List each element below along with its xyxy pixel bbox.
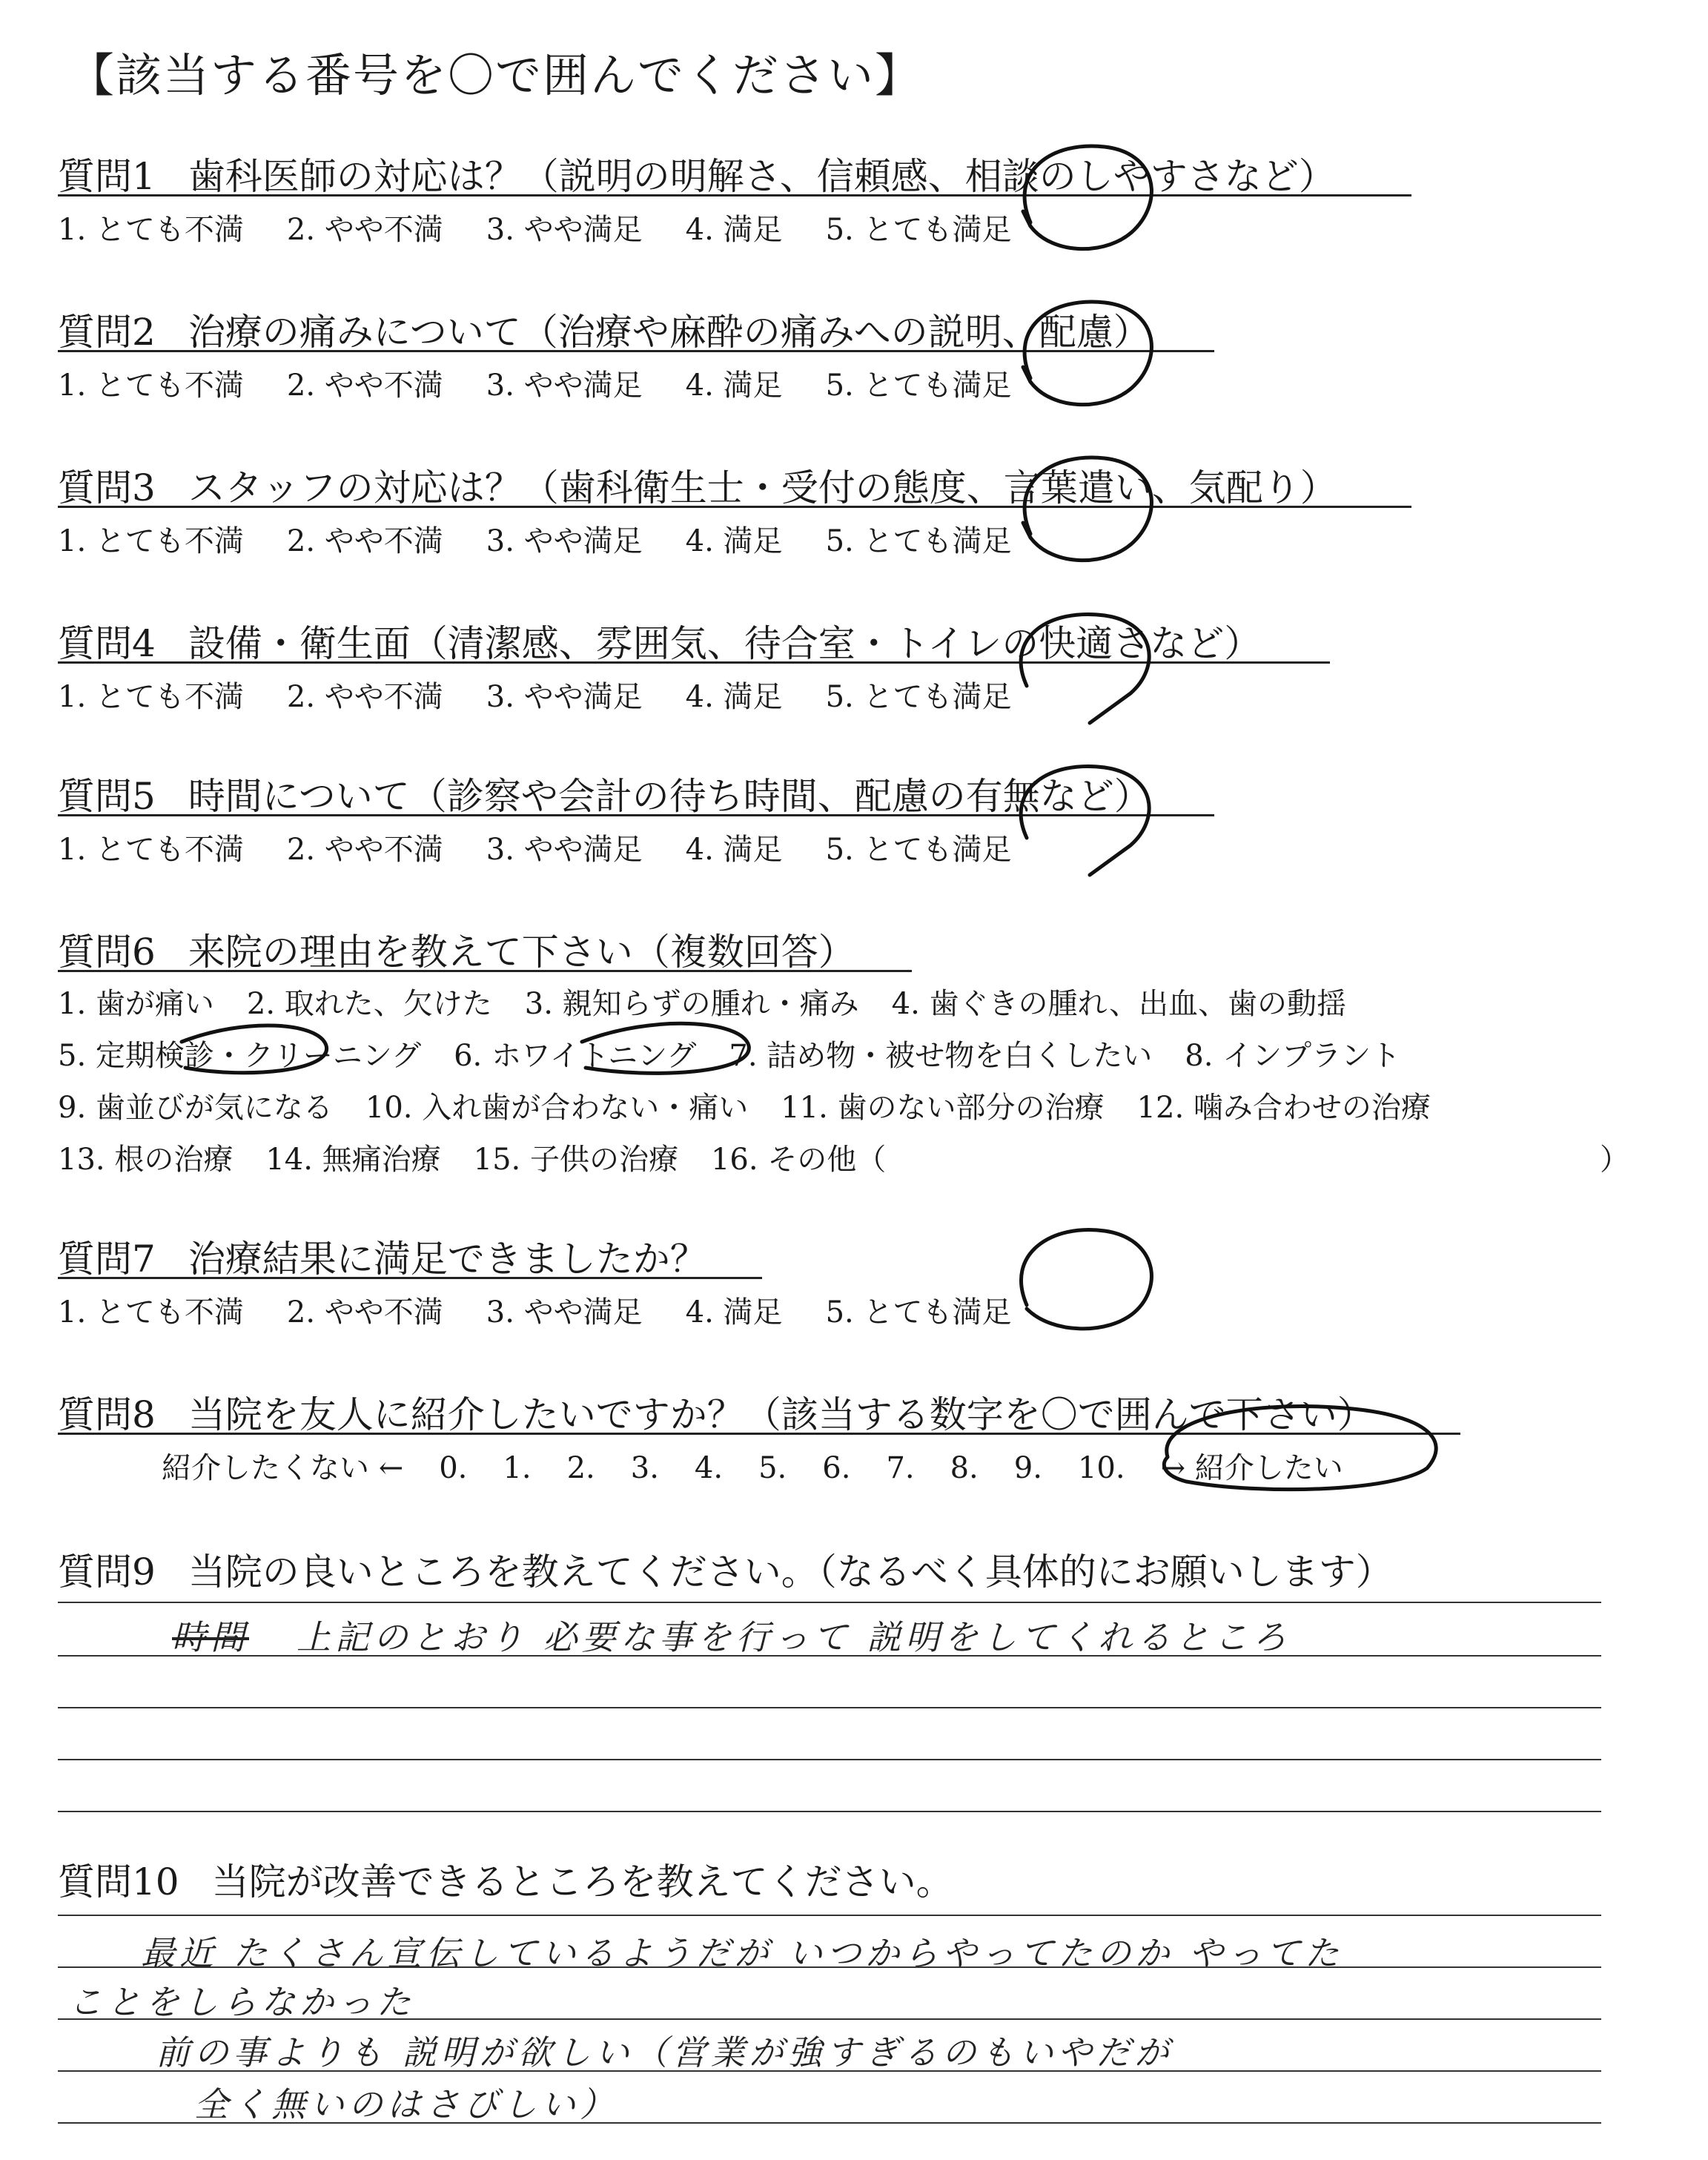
scale-7[interactable]: 7. (886, 1451, 915, 1485)
question-label: 質問5 (58, 775, 156, 818)
option-1[interactable]: 1. とても不満 (58, 680, 244, 714)
reason-row (58, 1032, 1400, 1074)
options-row (58, 673, 1011, 716)
handwritten-answer-line[interactable]: ことをしらなかった (68, 1982, 415, 2022)
option-2[interactable]: 2. やや不満 (286, 1295, 443, 1330)
circle-mark-q7 (1021, 1229, 1151, 1328)
question-text: スタッフの対応は？（歯科衛生士・受付の態度、言葉遣い、気配り） (188, 466, 1337, 509)
scale-10[interactable]: 10. (1077, 1451, 1125, 1485)
answer-line (58, 1759, 1601, 1760)
scale-4[interactable]: 4. (694, 1451, 724, 1485)
underline (58, 814, 1214, 816)
scale-3[interactable]: 3. (630, 1451, 659, 1485)
option-4[interactable]: 4. 満足 (685, 1295, 783, 1330)
reason-9[interactable]: 9. 歯並びが気になる (58, 1091, 333, 1125)
option-2[interactable]: 2. やや不満 (286, 213, 443, 247)
reason-14[interactable]: 14. 無痛治療 (265, 1143, 441, 1177)
option-2[interactable]: 2. やや不満 (286, 369, 443, 403)
reason-1[interactable]: 1. 歯が痛い (58, 987, 214, 1021)
answer-line (58, 1915, 1601, 1916)
option-3[interactable]: 3. やや満足 (486, 680, 643, 714)
scale-1[interactable]: 1. (503, 1451, 532, 1485)
reason-13[interactable]: 13. 根の治療 (58, 1143, 234, 1177)
option-5[interactable]: 5. とても満足 (825, 833, 1012, 867)
option-4[interactable]: 4. 満足 (685, 833, 783, 867)
option-5[interactable]: 5. とても満足 (825, 213, 1012, 247)
question-text: 当院の良いところを教えてください。（なるべく具体的にお願いします） (188, 1550, 1393, 1593)
question-label: 質問3 (58, 466, 156, 509)
reason-12[interactable]: 12. 噛み合わせの治療 (1136, 1091, 1431, 1125)
form-title: 【該当する番号を〇で囲んでください】 (68, 48, 923, 102)
option-3[interactable]: 3. やや満足 (486, 524, 643, 558)
handwritten-answer-line[interactable]: 前の事よりも 説明が欲しい（営業が強すぎるのもいやだが (156, 2032, 1174, 2073)
underline (58, 350, 1214, 352)
question-label: 質問10 (58, 1860, 179, 1903)
options-row (58, 1289, 1011, 1331)
answer-line (58, 1707, 1601, 1708)
option-4[interactable]: 4. 満足 (685, 213, 783, 247)
option-1[interactable]: 1. とても不満 (58, 1295, 244, 1330)
scale-8[interactable]: 8. (950, 1451, 979, 1485)
answer-line (58, 1602, 1601, 1603)
struck-word: 時間 (172, 1617, 249, 1657)
question-text: 設備・衛生面（清潔感、雰囲気、待合室・トイレの快適さなど） (188, 622, 1262, 665)
question-label: 質問4 (58, 622, 156, 665)
question-label: 質問8 (58, 1393, 156, 1436)
reason-15[interactable]: 15. 子供の治療 (473, 1143, 678, 1177)
option-1[interactable]: 1. とても不満 (58, 524, 244, 558)
handwritten-answer-line[interactable]: 最近 たくさん宣伝しているようだが いつからやってたのか やってた (141, 1933, 1343, 1973)
question-label: 質問9 (58, 1550, 156, 1593)
options-row (58, 362, 1011, 404)
reason-10[interactable]: 10. 入れ歯が合わない・痛い (365, 1091, 749, 1125)
question-text: 治療の痛みについて（治療や麻酔の痛みへの説明、配慮） (188, 311, 1151, 354)
question-label: 質問2 (58, 311, 156, 354)
reason-6[interactable]: 6. ホワイトニング (454, 1039, 697, 1073)
question-text: 当院を友人に紹介したいですか？（該当する数字を〇で囲んで下さい） (188, 1393, 1374, 1436)
other-paren-close: ） (1600, 1143, 1629, 1177)
options-row (58, 826, 1011, 868)
reason-8[interactable]: 8. インプラント (1185, 1039, 1401, 1073)
question-label: 質問6 (58, 931, 156, 974)
option-2[interactable]: 2. やや不満 (286, 833, 443, 867)
handwritten-answer-line[interactable]: 全く無いのはさびしい） (194, 2084, 618, 2124)
option-3[interactable]: 3. やや満足 (486, 833, 643, 867)
scale-left-label: 紹介したくない ← (162, 1451, 404, 1485)
option-2[interactable]: 2. やや不満 (286, 524, 443, 558)
option-5[interactable]: 5. とても満足 (825, 1295, 1012, 1330)
underline (58, 506, 1411, 508)
question-text: 時間について（診察や会計の待ち時間、配慮の有無など） (188, 775, 1151, 818)
reason-row (58, 980, 1346, 1023)
reason-3[interactable]: 3. 親知らずの腫れ・痛み (524, 987, 859, 1021)
underline (58, 661, 1330, 664)
scale-9[interactable]: 9. (1013, 1451, 1042, 1485)
options-row (58, 206, 1011, 248)
question-text: 当院が改善できるところを教えてください。 (211, 1860, 953, 1903)
scale-0[interactable]: 0. (439, 1451, 468, 1485)
option-5[interactable]: 5. とても満足 (825, 369, 1012, 403)
reason-16[interactable]: 16. その他（ (710, 1143, 887, 1177)
option-3[interactable]: 3. やや満足 (486, 1295, 643, 1330)
reason-7[interactable]: 7. 詰め物・被せ物を白くしたい (729, 1039, 1153, 1073)
scale-6[interactable]: 6. (822, 1451, 851, 1485)
underline (58, 1277, 762, 1279)
question-text: 治療結果に満足できましたか？ (188, 1238, 707, 1281)
option-1[interactable]: 1. とても不満 (58, 833, 244, 867)
recommend-scale (162, 1444, 1379, 1487)
scale-5[interactable]: 5. (758, 1451, 787, 1485)
option-4[interactable]: 4. 満足 (685, 524, 783, 558)
reason-4[interactable]: 4. 歯ぐきの腫れ、出血、歯の動揺 (891, 987, 1346, 1021)
question-text: 来院の理由を教えて下さい（複数回答） (188, 931, 855, 974)
reason-5[interactable]: 5. 定期検診・クリーニング (58, 1039, 422, 1073)
option-4[interactable]: 4. 満足 (685, 369, 783, 403)
reason-row (58, 1084, 1431, 1126)
option-2[interactable]: 2. やや不満 (286, 680, 443, 714)
options-row (58, 518, 1011, 560)
underline (58, 1433, 1460, 1435)
answer-line (58, 1811, 1601, 1812)
question-label: 質問7 (58, 1238, 156, 1281)
underline (58, 970, 912, 972)
question-label: 質問1 (58, 155, 156, 198)
reason-row (58, 1136, 886, 1178)
option-5[interactable]: 5. とても満足 (825, 524, 1012, 558)
option-1[interactable]: 1. とても不満 (58, 213, 244, 247)
scale-right-label: → 紹介したい (1160, 1451, 1343, 1485)
option-4[interactable]: 4. 満足 (685, 680, 783, 714)
option-3[interactable]: 3. やや満足 (486, 369, 643, 403)
option-5[interactable]: 5. とても満足 (825, 680, 1012, 714)
reason-2[interactable]: 2. 取れた、欠けた (246, 987, 492, 1021)
handwritten-answer[interactable]: 上記のとおり 必要な事を行って 説明をしてくれるところ (297, 1617, 1291, 1657)
underline (58, 194, 1411, 196)
option-3[interactable]: 3. やや満足 (486, 213, 643, 247)
option-1[interactable]: 1. とても不満 (58, 369, 244, 403)
reason-11[interactable]: 11. 歯のない部分の治療 (781, 1091, 1105, 1125)
question-text: 歯科医師の対応は？（説明の明解さ、信頼感、相談のしやすさなど） (188, 155, 1336, 198)
scale-2[interactable]: 2. (566, 1451, 595, 1485)
